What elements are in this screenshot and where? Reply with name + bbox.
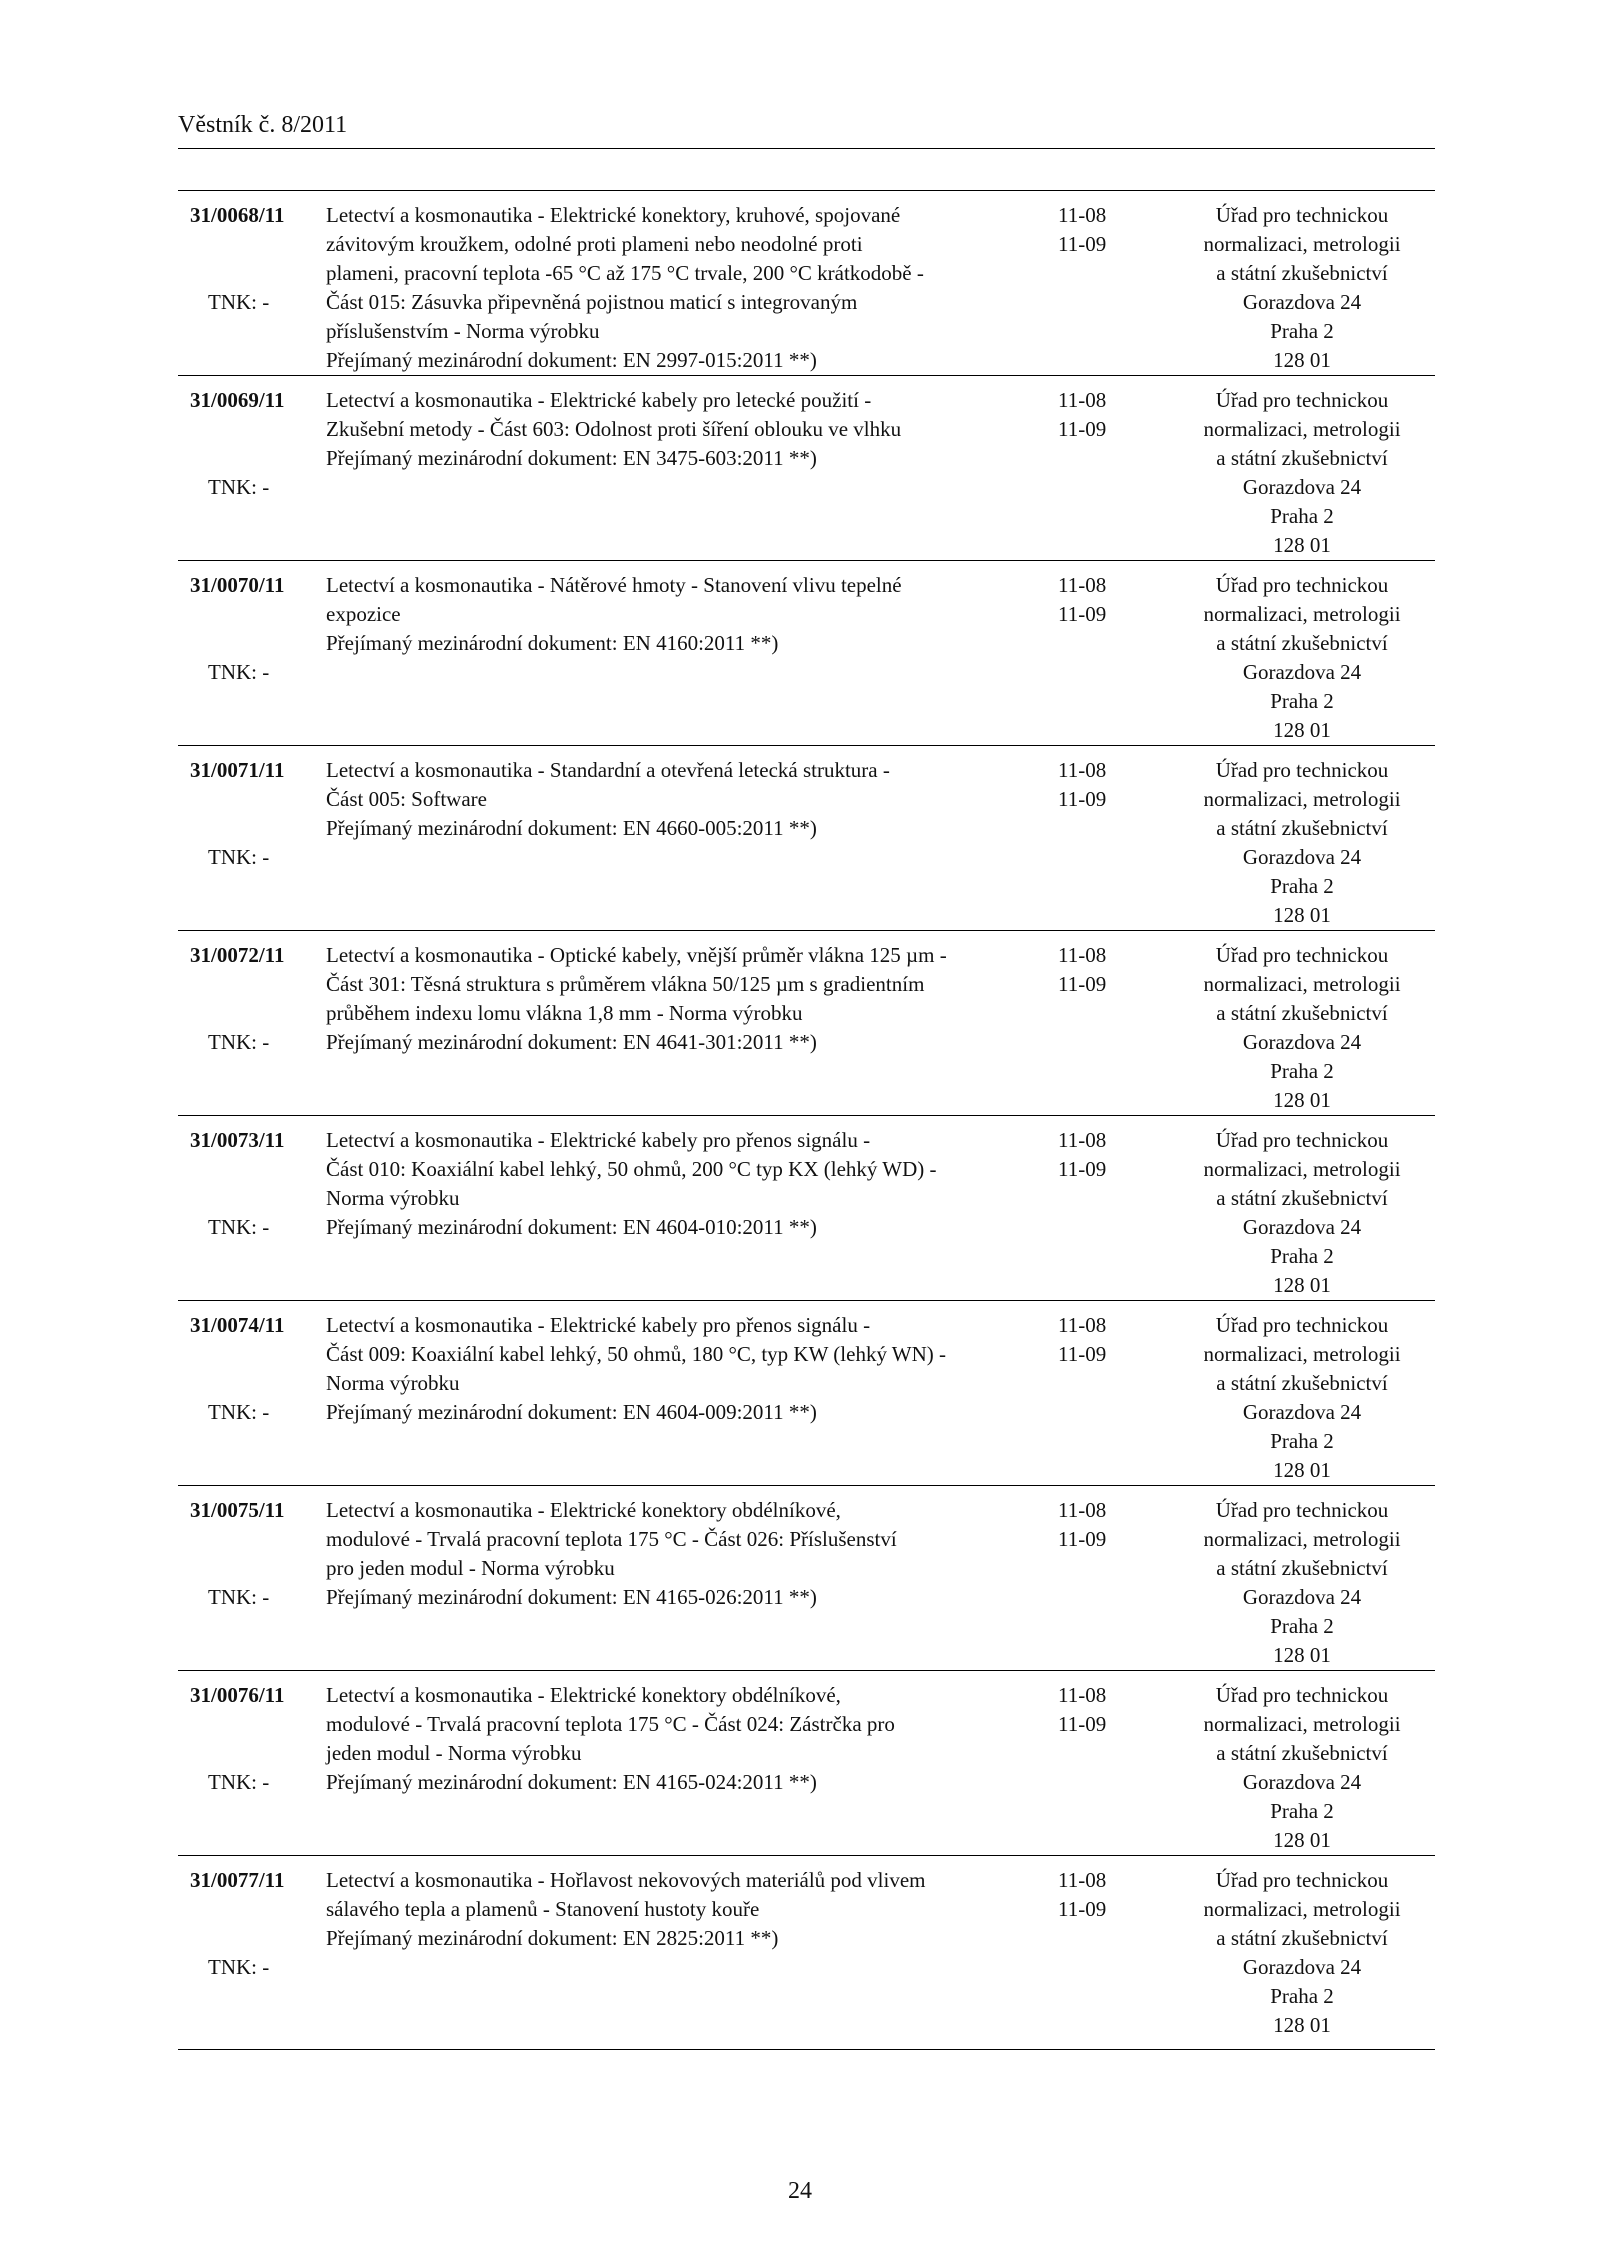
office-line: Praha 2 (1270, 1244, 1334, 1268)
standards-table (178, 190, 1435, 2050)
office-line: Praha 2 (1270, 504, 1334, 528)
office-line: Praha 2 (1270, 1614, 1334, 1638)
description-line: Přejímaný mezinárodní dokument: EN 3475-603:2011 **) (326, 446, 817, 470)
entry-dates (1058, 571, 1106, 629)
date-line: 11-08 (1058, 943, 1107, 967)
entry-dates (1058, 386, 1106, 444)
entry-code: 31/0071/11 (190, 758, 285, 782)
entry-code: 31/0073/11 (190, 1128, 285, 1152)
description-line: Přejímaný mezinárodní dokument: EN 4160:2011 **) (326, 631, 779, 655)
description-line: Letectví a kosmonautika - Standardní a otevřená letecká struktura - (326, 758, 890, 782)
date-line: 11-09 (1058, 1157, 1107, 1181)
description-line: modulové - Trvalá pracovní teplota 175 °C - Část 026: Příslušenství (326, 1527, 897, 1551)
entry-office (1169, 1866, 1435, 2040)
office-line: 128 01 (1273, 1828, 1331, 1852)
description-line: Letectví a kosmonautika - Elektrické konektory, kruhové, spojované (326, 203, 901, 227)
description-line: Přejímaný mezinárodní dokument: EN 4641-301:2011 **) (326, 1030, 817, 1054)
office-line: a státní zkušebnictví (1216, 261, 1388, 285)
description-line: Přejímaný mezinárodní dokument: EN 2997-015:2011 **) (326, 348, 817, 372)
standard-entry (178, 1301, 1435, 1486)
office-line: Úřad pro technickou (1215, 203, 1389, 227)
standard-entry (178, 746, 1435, 931)
entry-office (1169, 571, 1435, 745)
entry-code: 31/0068/11 (190, 203, 285, 227)
date-line: 11-09 (1058, 1712, 1107, 1736)
office-line: Gorazdova 24 (1242, 1215, 1362, 1239)
entry-tnk: TNK: - (208, 1400, 270, 1424)
description-line: Letectví a kosmonautika - Elektrické konektory obdélníkové, (326, 1683, 841, 1707)
entry-tnk: TNK: - (208, 1030, 270, 1054)
standard-entry (178, 191, 1435, 376)
date-line: 11-08 (1058, 1868, 1107, 1892)
office-line: 128 01 (1273, 348, 1331, 372)
description-line: plameni, pracovní teplota -65 °C až 175 °C trvale, 200 °C krátkodobě - (326, 261, 924, 285)
standard-entry (178, 1671, 1435, 1856)
office-line: a státní zkušebnictví (1216, 446, 1388, 470)
entry-dates (1058, 756, 1106, 814)
office-line: Gorazdova 24 (1242, 1030, 1362, 1054)
page-header (178, 110, 1435, 149)
description-line: průběhem indexu lomu vlákna 1,8 mm - Norma výrobku (326, 1001, 803, 1025)
entry-description (326, 571, 902, 658)
office-line: a státní zkušebnictví (1216, 1371, 1388, 1395)
description-line: Přejímaný mezinárodní dokument: EN 4604-009:2011 **) (326, 1400, 817, 1424)
office-line: Praha 2 (1270, 1984, 1334, 2008)
office-line: Gorazdova 24 (1242, 1585, 1362, 1609)
standard-entry (178, 376, 1435, 561)
entry-office (1169, 386, 1435, 560)
entry-description (326, 1496, 897, 1612)
standard-entry (178, 1856, 1435, 2050)
description-line: příslušenstvím - Norma výrobku (326, 319, 600, 343)
description-line: Přejímaný mezinárodní dokument: EN 4604-010:2011 **) (326, 1215, 817, 1239)
date-line: 11-09 (1058, 1897, 1107, 1921)
description-line: Letectví a kosmonautika - Elektrické konektory obdélníkové, (326, 1498, 841, 1522)
entry-office (1169, 1311, 1435, 1485)
description-line: Přejímaný mezinárodní dokument: EN 4660-005:2011 **) (326, 816, 817, 840)
office-line: Úřad pro technickou (1215, 1313, 1389, 1337)
entry-tnk: TNK: - (208, 475, 270, 499)
office-line: 128 01 (1273, 1458, 1331, 1482)
office-line: Gorazdova 24 (1242, 290, 1362, 314)
entry-description (326, 1681, 895, 1797)
entry-tnk: TNK: - (208, 660, 270, 684)
entry-tnk: TNK: - (208, 1215, 270, 1239)
office-line: Úřad pro technickou (1215, 758, 1389, 782)
date-line: 11-08 (1058, 758, 1107, 782)
entry-tnk: TNK: - (208, 845, 270, 869)
description-line: Letectví a kosmonautika - Optické kabely, vnější průměr vlákna 125 µm - (326, 943, 947, 967)
description-line: Část 015: Zásuvka připevněná pojistnou maticí s integrovaným (326, 290, 858, 314)
office-line: a státní zkušebnictví (1216, 1741, 1388, 1765)
description-line: Část 301: Těsná struktura s průměrem vlákna 50/125 µm s gradientním (326, 972, 925, 996)
office-line: normalizaci, metrologii (1203, 1527, 1401, 1551)
office-line: a státní zkušebnictví (1216, 631, 1388, 655)
standard-entry (178, 561, 1435, 746)
date-line: 11-09 (1058, 1527, 1107, 1551)
office-line: normalizaci, metrologii (1203, 787, 1401, 811)
description-line: Přejímaný mezinárodní dokument: EN 2825:2011 **) (326, 1926, 779, 1950)
description-line: Letectví a kosmonautika - Elektrické kabely pro letecké použití - (326, 388, 872, 412)
office-line: normalizaci, metrologii (1203, 232, 1401, 256)
entry-office (1169, 941, 1435, 1115)
entry-dates (1058, 1311, 1106, 1369)
office-line: Gorazdova 24 (1242, 1770, 1362, 1794)
entry-code: 31/0074/11 (190, 1313, 285, 1337)
description-line: Letectví a kosmonautika - Elektrické kabely pro přenos signálu - (326, 1128, 871, 1152)
description-line: sálavého tepla a plamenů - Stanovení hustoty kouře (326, 1897, 760, 1921)
date-line: 11-08 (1058, 1313, 1107, 1337)
standard-entry (178, 931, 1435, 1116)
description-line: Letectví a kosmonautika - Nátěrové hmoty - Stanovení vlivu tepelné (326, 573, 902, 597)
office-line: normalizaci, metrologii (1203, 1897, 1401, 1921)
entry-office (1169, 201, 1435, 375)
office-line: a státní zkušebnictví (1216, 1926, 1388, 1950)
description-line: Přejímaný mezinárodní dokument: EN 4165-024:2011 **) (326, 1770, 817, 1794)
date-line: 11-09 (1058, 417, 1107, 441)
office-line: a státní zkušebnictví (1216, 1556, 1388, 1580)
office-line: Úřad pro technickou (1215, 1498, 1389, 1522)
office-line: normalizaci, metrologii (1203, 1157, 1401, 1181)
office-line: 128 01 (1273, 2013, 1331, 2037)
date-line: 11-08 (1058, 203, 1107, 227)
office-line: a státní zkušebnictví (1216, 816, 1388, 840)
date-line: 11-08 (1058, 573, 1107, 597)
entry-code: 31/0069/11 (190, 388, 285, 412)
entry-dates (1058, 1681, 1106, 1739)
office-line: Gorazdova 24 (1242, 1955, 1362, 1979)
office-line: normalizaci, metrologii (1203, 1342, 1401, 1366)
entry-office (1169, 1681, 1435, 1855)
office-line: Gorazdova 24 (1242, 475, 1362, 499)
date-line: 11-08 (1058, 1128, 1107, 1152)
entry-dates (1058, 201, 1106, 259)
standard-entry (178, 1116, 1435, 1301)
office-line: Gorazdova 24 (1242, 1400, 1362, 1424)
description-line: Letectví a kosmonautika - Elektrické kabely pro přenos signálu - (326, 1313, 871, 1337)
description-line: Přejímaný mezinárodní dokument: EN 4165-026:2011 **) (326, 1585, 817, 1609)
description-line: Část 010: Koaxiální kabel lehký, 50 ohmů, 200 °C typ KX (lehký WD) - (326, 1157, 937, 1181)
standard-entry (178, 1486, 1435, 1671)
entry-description (326, 1126, 937, 1242)
date-line: 11-09 (1058, 602, 1107, 626)
description-line: pro jeden modul - Norma výrobku (326, 1556, 615, 1580)
entry-dates (1058, 1866, 1106, 1924)
office-line: normalizaci, metrologii (1203, 1712, 1401, 1736)
entry-description (326, 201, 924, 375)
office-line: 128 01 (1273, 718, 1331, 742)
office-line: Praha 2 (1270, 1799, 1334, 1823)
entry-tnk: TNK: - (208, 290, 270, 314)
description-line: Letectví a kosmonautika - Hořlavost nekovových materiálů pod vlivem (326, 1868, 926, 1892)
date-line: 11-08 (1058, 1498, 1107, 1522)
entry-tnk: TNK: - (208, 1955, 270, 1979)
office-line: 128 01 (1273, 1643, 1331, 1667)
office-line: 128 01 (1273, 903, 1331, 927)
entry-dates (1058, 941, 1106, 999)
office-line: Úřad pro technickou (1215, 1683, 1389, 1707)
entry-office (1169, 1126, 1435, 1300)
description-line: Část 009: Koaxiální kabel lehký, 50 ohmů, 180 °C, typ KW (lehký WN) - (326, 1342, 947, 1366)
office-line: Praha 2 (1270, 689, 1334, 713)
entry-office (1169, 1496, 1435, 1670)
description-line: Část 005: Software (326, 787, 487, 811)
description-line: Norma výrobku (326, 1186, 460, 1210)
office-line: normalizaci, metrologii (1203, 602, 1401, 626)
date-line: 11-08 (1058, 1683, 1107, 1707)
description-line: Zkušební metody - Část 603: Odolnost proti šíření oblouku ve vlhku (326, 417, 902, 441)
description-line: modulové - Trvalá pracovní teplota 175 °C - Část 024: Zástrčka pro (326, 1712, 895, 1736)
date-line: 11-09 (1058, 232, 1107, 256)
office-line: Praha 2 (1270, 319, 1334, 343)
date-line: 11-08 (1058, 388, 1107, 412)
entry-dates (1058, 1126, 1106, 1184)
office-line: a státní zkušebnictví (1216, 1001, 1388, 1025)
office-line: 128 01 (1273, 1088, 1331, 1112)
office-line: normalizaci, metrologii (1203, 417, 1401, 441)
entry-description (326, 1311, 947, 1427)
office-line: normalizaci, metrologii (1203, 972, 1401, 996)
office-line: 128 01 (1273, 1273, 1331, 1297)
description-line: expozice (326, 602, 401, 626)
office-line: 128 01 (1273, 533, 1331, 557)
entry-office (1169, 756, 1435, 930)
entry-description (326, 1866, 926, 1953)
office-line: Gorazdova 24 (1242, 660, 1362, 684)
office-line: Úřad pro technickou (1215, 388, 1389, 412)
description-line: jeden modul - Norma výrobku (326, 1741, 582, 1765)
office-line: Gorazdova 24 (1242, 845, 1362, 869)
office-line: Praha 2 (1270, 874, 1334, 898)
entry-description (326, 756, 890, 843)
office-line: Úřad pro technickou (1215, 573, 1389, 597)
office-line: Úřad pro technickou (1215, 1128, 1389, 1152)
description-line: závitovým kroužkem, odolné proti plameni nebo neodolné proti (326, 232, 863, 256)
entry-dates (1058, 1496, 1106, 1554)
entry-description (326, 941, 947, 1057)
entry-description (326, 386, 902, 473)
office-line: Úřad pro technickou (1215, 943, 1389, 967)
page-number: 24 (788, 2178, 812, 2204)
description-line: Norma výrobku (326, 1371, 460, 1395)
office-line: Úřad pro technickou (1215, 1868, 1389, 1892)
entry-code: 31/0076/11 (190, 1683, 285, 1707)
entry-tnk: TNK: - (208, 1770, 270, 1794)
publication-title: Věstník č. 8/2011 (178, 112, 348, 138)
entry-code: 31/0077/11 (190, 1868, 285, 1892)
entry-code: 31/0070/11 (190, 573, 285, 597)
office-line: a státní zkušebnictví (1216, 1186, 1388, 1210)
entry-code: 31/0075/11 (190, 1498, 285, 1522)
date-line: 11-09 (1058, 972, 1107, 996)
office-line: Praha 2 (1270, 1429, 1334, 1453)
date-line: 11-09 (1058, 787, 1107, 811)
entry-code: 31/0072/11 (190, 943, 285, 967)
date-line: 11-09 (1058, 1342, 1107, 1366)
office-line: Praha 2 (1270, 1059, 1334, 1083)
entry-tnk: TNK: - (208, 1585, 270, 1609)
